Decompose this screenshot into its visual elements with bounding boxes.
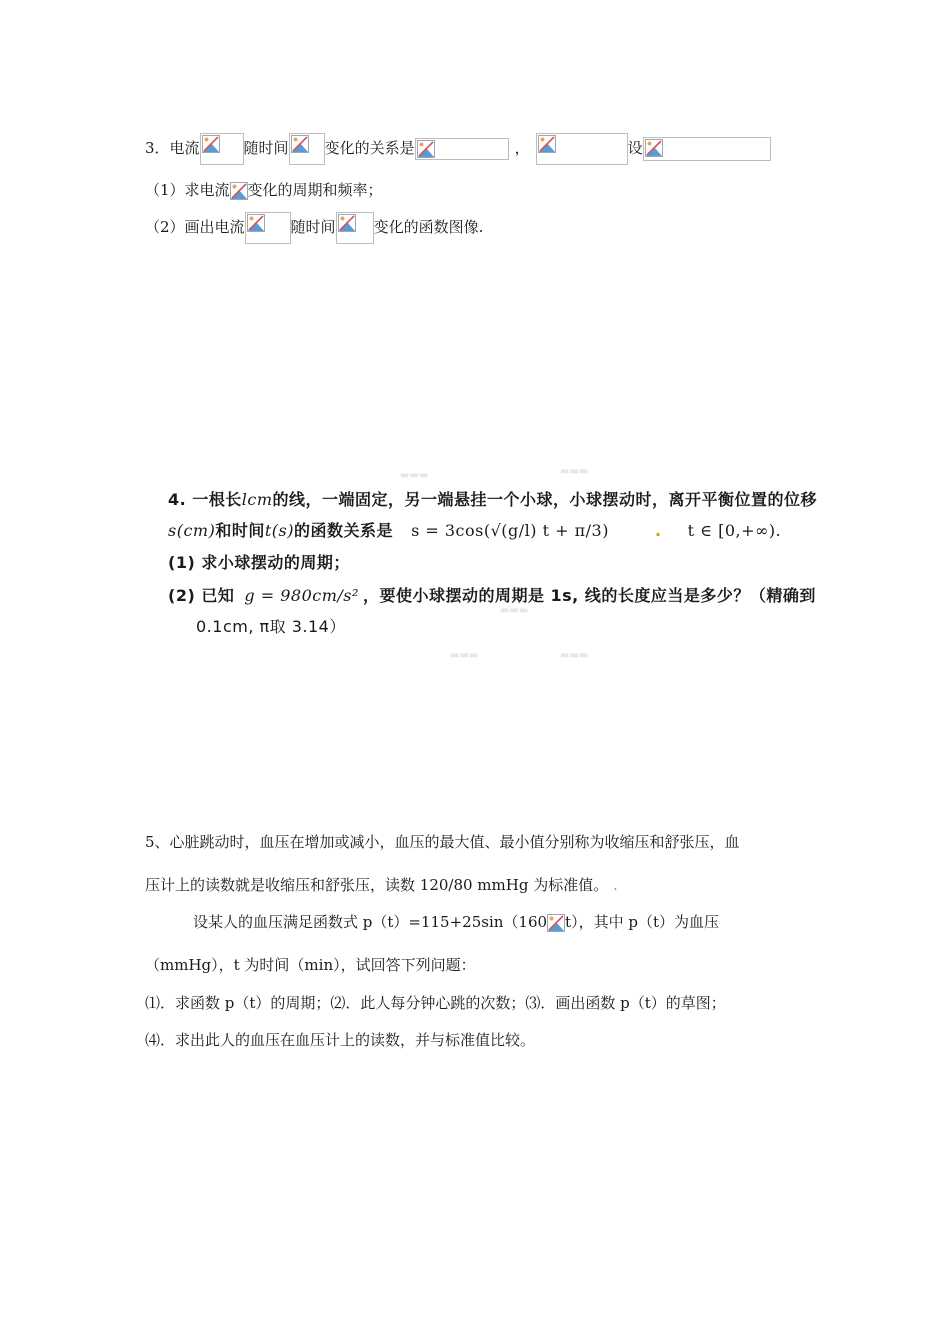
q4-line2 bbox=[168, 521, 781, 541]
q5-line2 bbox=[145, 875, 618, 895]
q3-sub2-text: 随时间 bbox=[290, 218, 336, 236]
q4-text: ，要使小球摆动的周期是 1s, 线的长度应当是多少？（精确到 bbox=[362, 586, 816, 605]
q5-text: 5、心脏跳动时，血压在增加或减小，血压的最大值、最小值分别称为收缩压和舒张压，血 bbox=[145, 833, 740, 851]
q4-var: s(cm) bbox=[168, 521, 216, 540]
q4-sub1-text: (1) 求小球摆动的周期； bbox=[168, 553, 350, 572]
q4-text: 0.1cm, π取 3.14） bbox=[196, 617, 346, 636]
broken-image-icon bbox=[336, 212, 374, 244]
broken-image-icon bbox=[200, 133, 244, 165]
q4-text: (2) 已知 bbox=[168, 586, 235, 605]
q3-sub1 bbox=[145, 180, 383, 200]
q4-text: 和时间 bbox=[215, 521, 265, 540]
q5-text: 设某人的血压满足函数式 p（t）=115+25sin（160 bbox=[193, 913, 548, 931]
q4-sub2 bbox=[168, 586, 816, 606]
q3-text: 变化的关系是 bbox=[324, 139, 415, 157]
q3-text: 随时间 bbox=[243, 139, 289, 157]
q5-line1 bbox=[145, 832, 740, 852]
q5-text: ⑴．求函数 p（t）的周期；⑵．此人每分钟心跳的次数；⑶．画出函数 p（t）的草图； bbox=[145, 994, 726, 1012]
q5-text: t），其中 p（t）为血压 bbox=[565, 913, 719, 931]
q4-text: 的线，一端固定，另一端悬挂一个小球，小球摆动时，离开平衡位置的位移 bbox=[272, 490, 818, 509]
q5-text: 压计上的读数就是收缩压和舒张压，读数 120/80 mmHg 为标准值。 bbox=[145, 876, 609, 894]
q3-text: 3．电流 bbox=[145, 139, 200, 157]
watermark: ▬▬▬ bbox=[560, 466, 589, 477]
q3-sub1-text: （1）求电流 bbox=[145, 181, 230, 199]
stray-dot: . bbox=[608, 876, 618, 894]
q5-line4 bbox=[145, 955, 476, 975]
q5-line6 bbox=[145, 1030, 535, 1050]
q3-sub1-text: 变化的周期和频率； bbox=[247, 181, 383, 199]
q4-line1 bbox=[168, 490, 817, 510]
q5-line5 bbox=[145, 993, 726, 1013]
q4-formula: s = 3cos(√(g/l) t + π/3) bbox=[411, 521, 609, 540]
q4-sub1 bbox=[168, 553, 350, 573]
broken-image-icon bbox=[547, 914, 565, 932]
broken-image-icon bbox=[230, 182, 248, 200]
q4-text: 4. 一根长 bbox=[168, 490, 242, 509]
q3-line1 bbox=[145, 133, 771, 165]
q5-text: （mmHg），t 为时间（min），试回答下列问题： bbox=[145, 956, 476, 974]
broken-image-icon bbox=[415, 138, 509, 160]
q4-domain: t ∈ [0,+∞). bbox=[687, 521, 782, 540]
q4-var: t(s) bbox=[264, 521, 294, 540]
q4-var: g = 980cm/s² bbox=[244, 586, 359, 605]
q4-sub2-cont bbox=[196, 617, 346, 637]
q5-text: ⑷．求出此人的血压在血压计上的读数，并与标准值比较。 bbox=[145, 1031, 536, 1049]
watermark: ▬▬▬ bbox=[500, 605, 529, 616]
stray-dot: . bbox=[655, 521, 662, 540]
watermark: ▬▬▬ bbox=[450, 650, 479, 661]
q3-sub2 bbox=[145, 212, 483, 244]
broken-image-icon bbox=[245, 212, 291, 244]
watermark: ▬▬▬ bbox=[560, 650, 589, 661]
q5-line3 bbox=[193, 912, 719, 932]
q3-sub2-text: （2）画出电流 bbox=[145, 218, 245, 236]
q4-var: lcm bbox=[241, 490, 273, 509]
broken-image-icon bbox=[289, 133, 325, 165]
broken-image-icon bbox=[536, 133, 628, 165]
q3-sub2-text: 变化的函数图像. bbox=[373, 218, 484, 236]
q3-text: 设 bbox=[627, 139, 643, 157]
q3-text: ， bbox=[514, 139, 530, 157]
q4-text: 的函数关系是 bbox=[293, 521, 393, 540]
watermark: ▬▬▬ bbox=[400, 470, 429, 481]
broken-image-icon bbox=[643, 137, 771, 161]
